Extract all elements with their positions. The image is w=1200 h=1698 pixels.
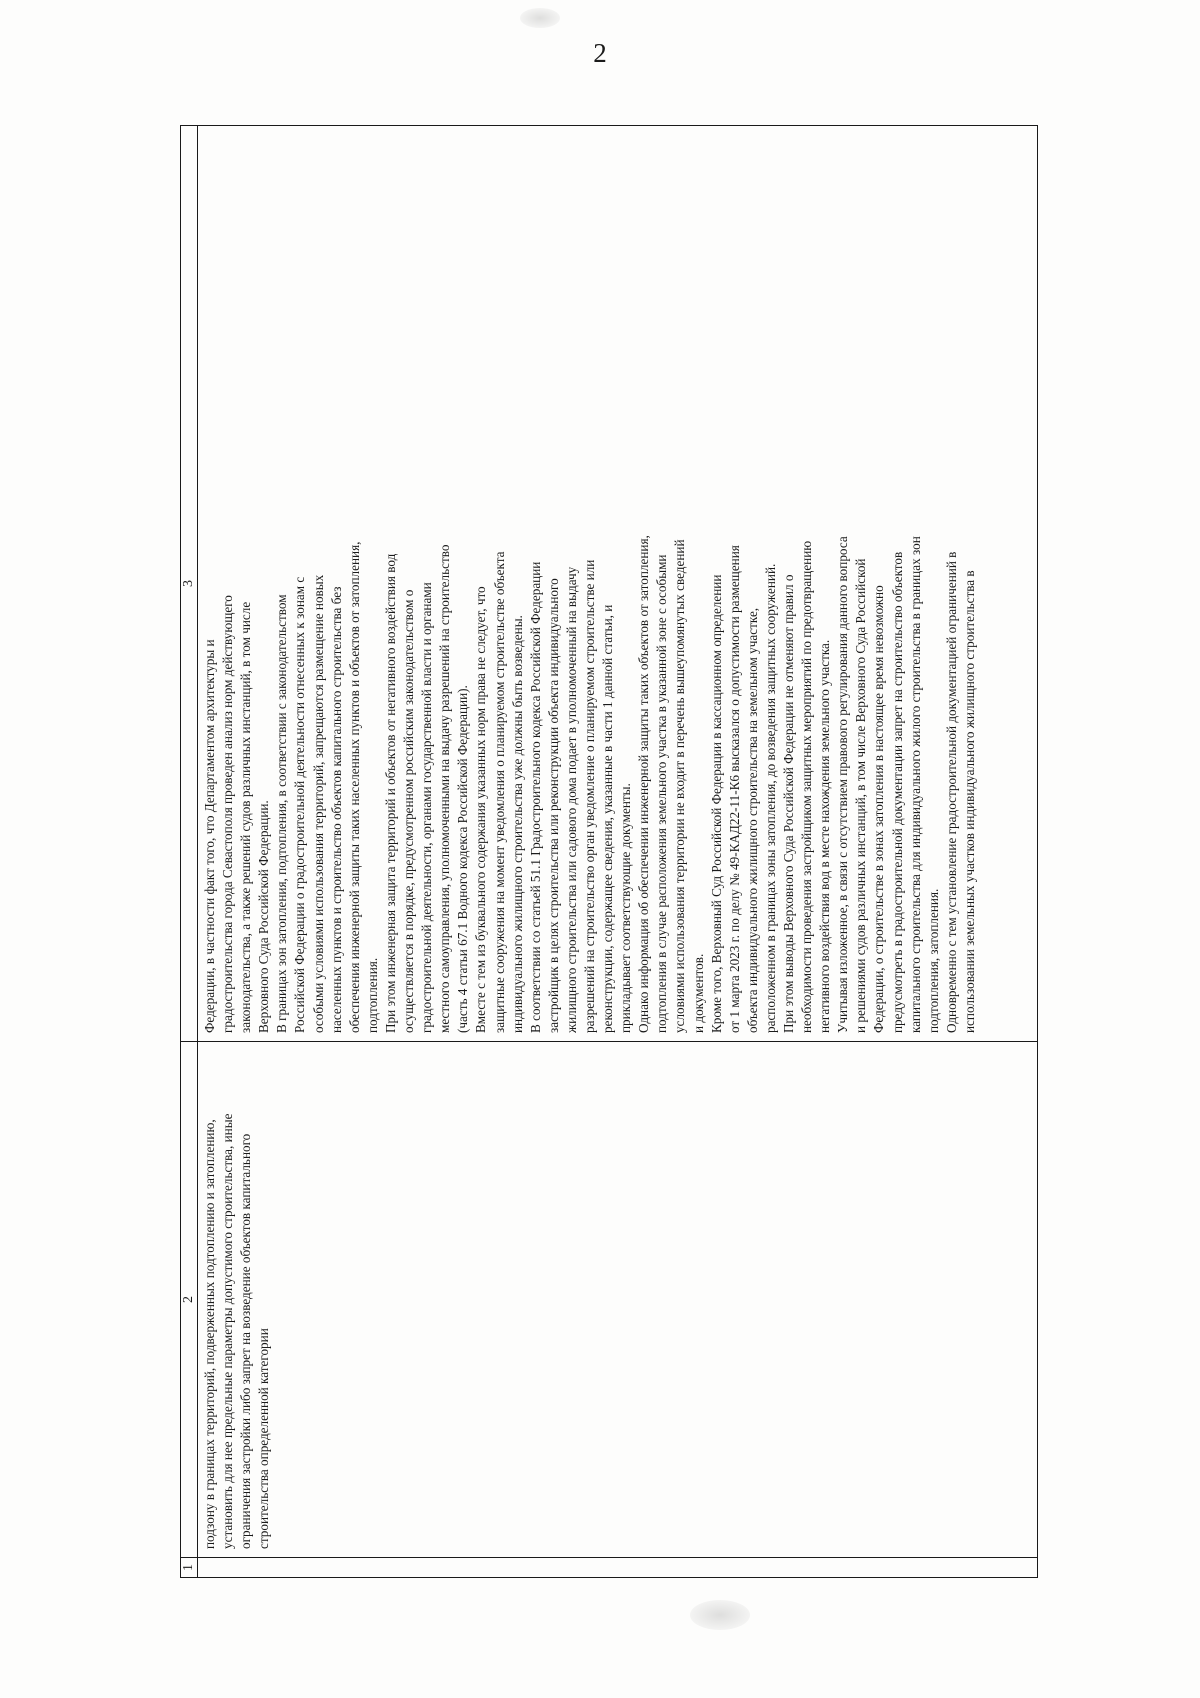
column-header-3: 3 bbox=[181, 126, 198, 1042]
table-header-row bbox=[181, 126, 198, 1578]
text-line: капитального строительства для индивидуального жилого строительства в границах зон bbox=[907, 536, 923, 1033]
text-line: обеспечения инженерной защиты таких населенных пунктов и объектов от затопления, bbox=[346, 541, 362, 1033]
text-line: ограничения застройки либо запрет на возведение объектов капитального bbox=[238, 1133, 254, 1549]
text-line: строительства определенной категории bbox=[256, 1328, 272, 1549]
text-line: предусмотреть в градостроительной документации запрет на строительство объектов bbox=[889, 551, 905, 1033]
text-line: использовании земельных участков индивидуального жилищного строительства в bbox=[961, 570, 977, 1033]
text-line: подтопления, затопления. bbox=[925, 888, 941, 1033]
text-line: В соответствии со статьей 51.1 Градостроительного кодекса Российской Федерации bbox=[527, 561, 543, 1033]
table-cell-col1 bbox=[198, 1558, 1038, 1578]
text-line: условиями использования территории не входит в перечень вышеупомянутых сведений bbox=[672, 539, 688, 1033]
table-row bbox=[198, 126, 1038, 1578]
text-line: (часть 4 статьи 67.1 Водного кодекса Российской Федерации). bbox=[455, 685, 471, 1033]
text-line: негативного воздействия вод в месте нахождения земельного участка. bbox=[817, 639, 833, 1033]
text-line: защитные сооружения на момент уведомления о планируемом строительстве объекта bbox=[491, 551, 507, 1033]
scan-smudge bbox=[690, 1600, 750, 1630]
text-line: Вместе с тем из буквального содержания указанных норм права не следует, что bbox=[473, 586, 489, 1033]
text-line: индивидуального жилищного строительства уже должны быть возведены. bbox=[509, 615, 525, 1033]
text-line: осуществляется в порядке, предусмотренном российским законодательством о bbox=[401, 589, 417, 1033]
text-line: особыми условиями использования территорий, запрещаются размещение новых bbox=[310, 574, 326, 1033]
text-line: разрешений на строительство орган уведомление о планируемом строительстве или bbox=[581, 559, 597, 1033]
text-line: местного самоуправления, уполномоченными на выдачу разрешений на строительство bbox=[437, 544, 453, 1033]
text-line: установить для нее предельные параметры допустимого строительства, иные bbox=[220, 1113, 236, 1549]
column-header-1: 1 bbox=[181, 1558, 198, 1578]
text-line: Одновременно с тем установление градостроительной документацией ограничений в bbox=[943, 551, 959, 1033]
text-line: Федерации, о строительстве в зонах затопления в настоящее время невозможно bbox=[871, 585, 887, 1033]
text-line: Федерации, в частности факт того, что Департаментом архитектуры и bbox=[202, 639, 217, 1033]
text-line: и решениями судов различных инстанций, в том числе Верховного Суда Российской bbox=[853, 558, 869, 1033]
rotated-table-sheet bbox=[180, 126, 1038, 1578]
text-line: При этом выводы Верховного Суда Российской Федерации не отменяют правил о bbox=[781, 574, 796, 1033]
text-line: застройщик в целях строительства или реконструкции объекта индивидуального bbox=[545, 578, 561, 1033]
text-line: Кроме того, Верховный Суд Российской Федерации в кассационном определении bbox=[708, 574, 724, 1033]
col3-text bbox=[198, 126, 979, 1041]
table-cell-col2 bbox=[198, 1042, 1038, 1558]
text-line: реконструкции, содержащее сведения, указанные в части 1 данной статьи, и bbox=[600, 604, 616, 1033]
text-line: подтопления. bbox=[364, 957, 380, 1033]
table-rotation-frame bbox=[180, 126, 1038, 1578]
text-line: Российской Федерации о градостроительной деятельности отнесенных к зонам с bbox=[292, 576, 308, 1033]
text-line: населенных пунктов и строительство объектов капитального строительства без bbox=[328, 586, 344, 1033]
text-line: градостроительства города Севастополя проведен анализ норм действующего bbox=[220, 595, 236, 1033]
text-line: градостроительной деятельности, органами государственной власти и органами bbox=[419, 582, 435, 1033]
scan-smudge bbox=[520, 8, 560, 28]
text-line: Однако информация об обеспечении инженерной защиты таких объектов от затопления, bbox=[636, 535, 652, 1033]
text-line: прикладывает соответствующие документы. bbox=[618, 783, 634, 1033]
text-line: подтопления в случае расположения земельного участка в указанной зоне с особыми bbox=[654, 554, 670, 1033]
text-line: необходимости проведения застройщиком защитных мероприятий по предотвращению bbox=[799, 540, 815, 1033]
page-number: 2 bbox=[593, 38, 607, 68]
text-line: При этом инженерная защита территорий и объектов от негативного воздействия вод bbox=[382, 553, 398, 1033]
text-line: В границах зон затопления, подтопления, в соответствии с законодательством bbox=[274, 594, 290, 1033]
text-line: законодательства, а также решений судов различных инстанций, в том числе bbox=[238, 601, 254, 1033]
text-line: расположенном в границах зоны затопления, до возведения защитных сооружений. bbox=[762, 563, 778, 1033]
table-cell-col3 bbox=[198, 126, 1038, 1042]
text-line: Учитывая изложенное, в связи с отсутствием правового регулирования данного вопроса bbox=[835, 536, 851, 1033]
text-line: жилищного строительства или садового дома подает в уполномоченный на выдачу bbox=[563, 566, 579, 1033]
column-header-2: 2 bbox=[181, 1042, 198, 1558]
text-line: и документов. bbox=[690, 953, 706, 1033]
document-table bbox=[180, 125, 1038, 1578]
text-line: объекта индивидуального жилищного строительства на земельном участке, bbox=[744, 607, 760, 1033]
text-line: подзону в границах территорий, подверженных подтоплению и затоплению, bbox=[202, 1119, 217, 1549]
text-line: от 1 марта 2023 г. по делу № 49-КАД22-11-К6 высказался о допустимости размещения bbox=[726, 545, 742, 1033]
col2-text bbox=[198, 1042, 273, 1557]
text-line: Верховного Суда Российской Федерации. bbox=[256, 800, 272, 1033]
col1-text bbox=[198, 1558, 201, 1577]
